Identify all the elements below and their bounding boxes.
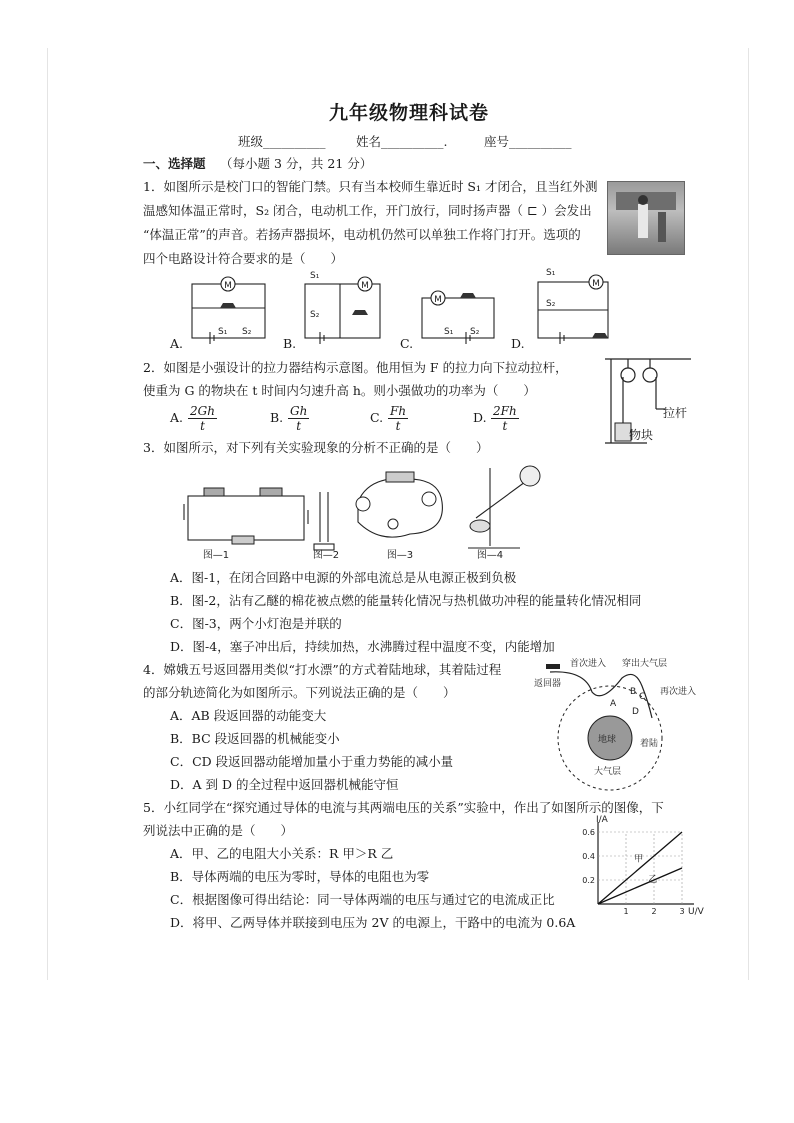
exit-label: 穿出大气层 [622,659,668,669]
q1-option-d[interactable]: D. [511,336,525,351]
gate-photo-figure [608,182,684,254]
motor-label-c: M [434,295,442,305]
seat-field[interactable]: 座号__________ [484,134,572,149]
q2-line-2: 使重为 G 的物块在 t 时间内匀速升高 h。则小强做功的功率为（ ） [143,383,536,398]
q4-option-a[interactable]: A．AB 段返回器的动能变大 [170,708,327,723]
puller-figure [603,357,693,447]
fig4-caption: 图—4 [476,550,504,561]
x-tick-label: 3 [679,907,685,916]
gate-photo [607,181,685,255]
q5-line-1: 5．小红同学在“探究通过导体的电流与其两端电压的关系”实验中，作出了如图所示的图像，下 [143,800,664,815]
q3-option-b[interactable]: B．图-2，沾有乙醚的棉花被点燃的能量转化情况与热机做功冲程的能量转化情况相同 [170,593,642,608]
point-c: C [639,692,646,702]
q1-option-a[interactable]: A. [170,336,184,351]
first-entry-label: 首次进入 [570,659,607,669]
q4-line-2: 的部分轨迹简化为如图所示。下列说法正确的是（ ） [143,685,456,700]
section-heading: 一、选择题 [143,156,206,171]
series-label-jia: 甲 [634,854,644,865]
capsule-label: 返回器 [534,679,562,689]
q2-frac-b-num: Gh [290,404,308,418]
q2-line-1: 2．如图是小强设计的拉力器结构示意图。他用恒为 F 的拉力向下拉动拉杆， [143,360,568,375]
s2-label-b: S₂ [310,310,320,320]
y-tick-label: 0.2 [582,876,595,885]
q5-option-d[interactable]: D．将甲、乙两导体并联接到电压为 2V 的电源上，干路中的电流为 0.6A [170,915,576,930]
q3-option-d[interactable]: D．图-4，塞子冲出后，持续加热，水沸腾过程中温度不变，内能增加 [170,639,555,654]
trajectory-figure [530,656,710,786]
q1-line-3: “体温正常”的声音。若扬声器损坏，电动机仍然可以单独工作将门打开。选项的 [143,227,581,242]
y-axis-label: I/A [596,815,608,825]
q4-option-c[interactable]: C．CD 段返回器动能增加量小于重力势能的减小量 [170,754,454,769]
block-label: 物块 [629,428,654,442]
q5-line-2: 列说法中正确的是（ ） [143,823,294,838]
s2-label-c: S₂ [470,327,480,337]
class-field[interactable]: 班级__________ [238,134,326,149]
q2-frac-b [288,404,309,433]
q1-line-1: 1．如图所示是校门口的智能门禁。只有当本校师生靠近时 S₁ 才闭合，且当红外测 [143,179,598,194]
name-field[interactable]: 姓名__________. [356,134,448,149]
point-d: D [632,707,639,717]
rod-label: 拉杆 [663,406,688,420]
page-title: 九年级物理科试卷 [329,102,490,124]
q2-option-a[interactable]: A. [170,410,184,425]
q2-frac-a [188,404,217,433]
q1-option-b[interactable]: B. [283,336,297,351]
atmosphere-label: 大气层 [594,767,622,777]
q2-frac-a-den: t [200,419,205,433]
q3-stem: 3．如图所示，对下列有关实验现象的分析不正确的是（ ） [143,440,489,455]
s1-label-d: S₁ [546,268,556,278]
q5-option-a[interactable]: A．甲、乙的电阻大小关系：R 甲＞R 乙 [170,846,394,861]
point-a: A [610,699,617,709]
motor-label-b: M [361,281,369,291]
section-note: （每小题 3 分，共 21 分） [220,156,373,171]
fig1-caption: 图—1 [202,550,230,561]
q1-line-2: 温感知体温正常时，S₂ 闭合，电动机工作，开门放行，同时扬声器（ ⊏ ）会发出 [143,203,592,218]
q3-option-c[interactable]: C．图-3，两个小灯泡是并联的 [170,616,342,631]
earth-label: 地球 [598,735,617,745]
fig2-caption: 图—2 [312,550,340,561]
x-tick-label: 1 [623,907,629,916]
q2-frac-a-num: 2Gh [190,404,215,418]
x-axis-label: U/V [688,907,704,917]
q2-option-d[interactable]: D. [473,410,487,425]
reentry-label: 再次进入 [660,687,697,697]
q4-option-d[interactable]: D．A 到 D 的全过程中返回器机械能守恒 [170,777,399,792]
q2-frac-c-num: Fh [390,404,407,418]
x-tick-label: 2 [651,907,657,916]
point-b: B [630,687,637,697]
motor-label-a: M [224,281,232,291]
q2-frac-d-den: t [502,419,508,433]
s1-label-b: S₁ [310,271,320,281]
s2-label-a: S₂ [242,327,252,337]
motor-label-d: M [592,279,600,289]
s1-label-a: S₁ [218,327,228,337]
q2-frac-b-den: t [296,419,302,433]
y-tick-label: 0.4 [582,852,595,861]
q5-option-c[interactable]: C．根据图像可得出结论：同一导体两端的电压与通过它的电流成正比 [170,892,555,907]
q2-option-b[interactable]: B. [270,410,284,425]
q2-frac-d [491,404,519,433]
q2-frac-c-den: t [395,419,401,433]
q1-circuits [170,270,730,350]
s2-label-d: S₂ [546,299,556,309]
series-line-jia [598,832,682,904]
q2-option-c[interactable]: C. [370,410,384,425]
q2-frac-d-num: 2Fh [493,404,517,418]
iu-chart [572,812,712,922]
fig3-caption: 图—3 [386,550,414,561]
y-tick-label: 0.6 [582,828,595,837]
q1-line-4: 四个电路设计符合要求的是（ ） [143,251,344,266]
q3-option-a[interactable]: A．图-1，在闭合回路中电源的外部电流总是从电源正极到负极 [170,570,517,585]
s1-label-c: S₁ [444,327,454,337]
q4-option-b[interactable]: B．BC 段返回器的机械能变小 [170,731,340,746]
series-label-yi: 乙 [648,875,658,886]
q1-option-c[interactable]: C. [400,336,414,351]
q4-line-1: 4．嫦娥五号返回器用类似“打水漂”的方式着陆地球，其着陆过程 [143,662,502,677]
landing-label: 着陆 [640,739,659,749]
q5-option-b[interactable]: B．导体两端的电压为零时，导体的电阻也为零 [170,869,430,884]
q2-frac-c [388,404,408,433]
series-line-yi [598,868,682,904]
q3-figures [180,462,550,562]
